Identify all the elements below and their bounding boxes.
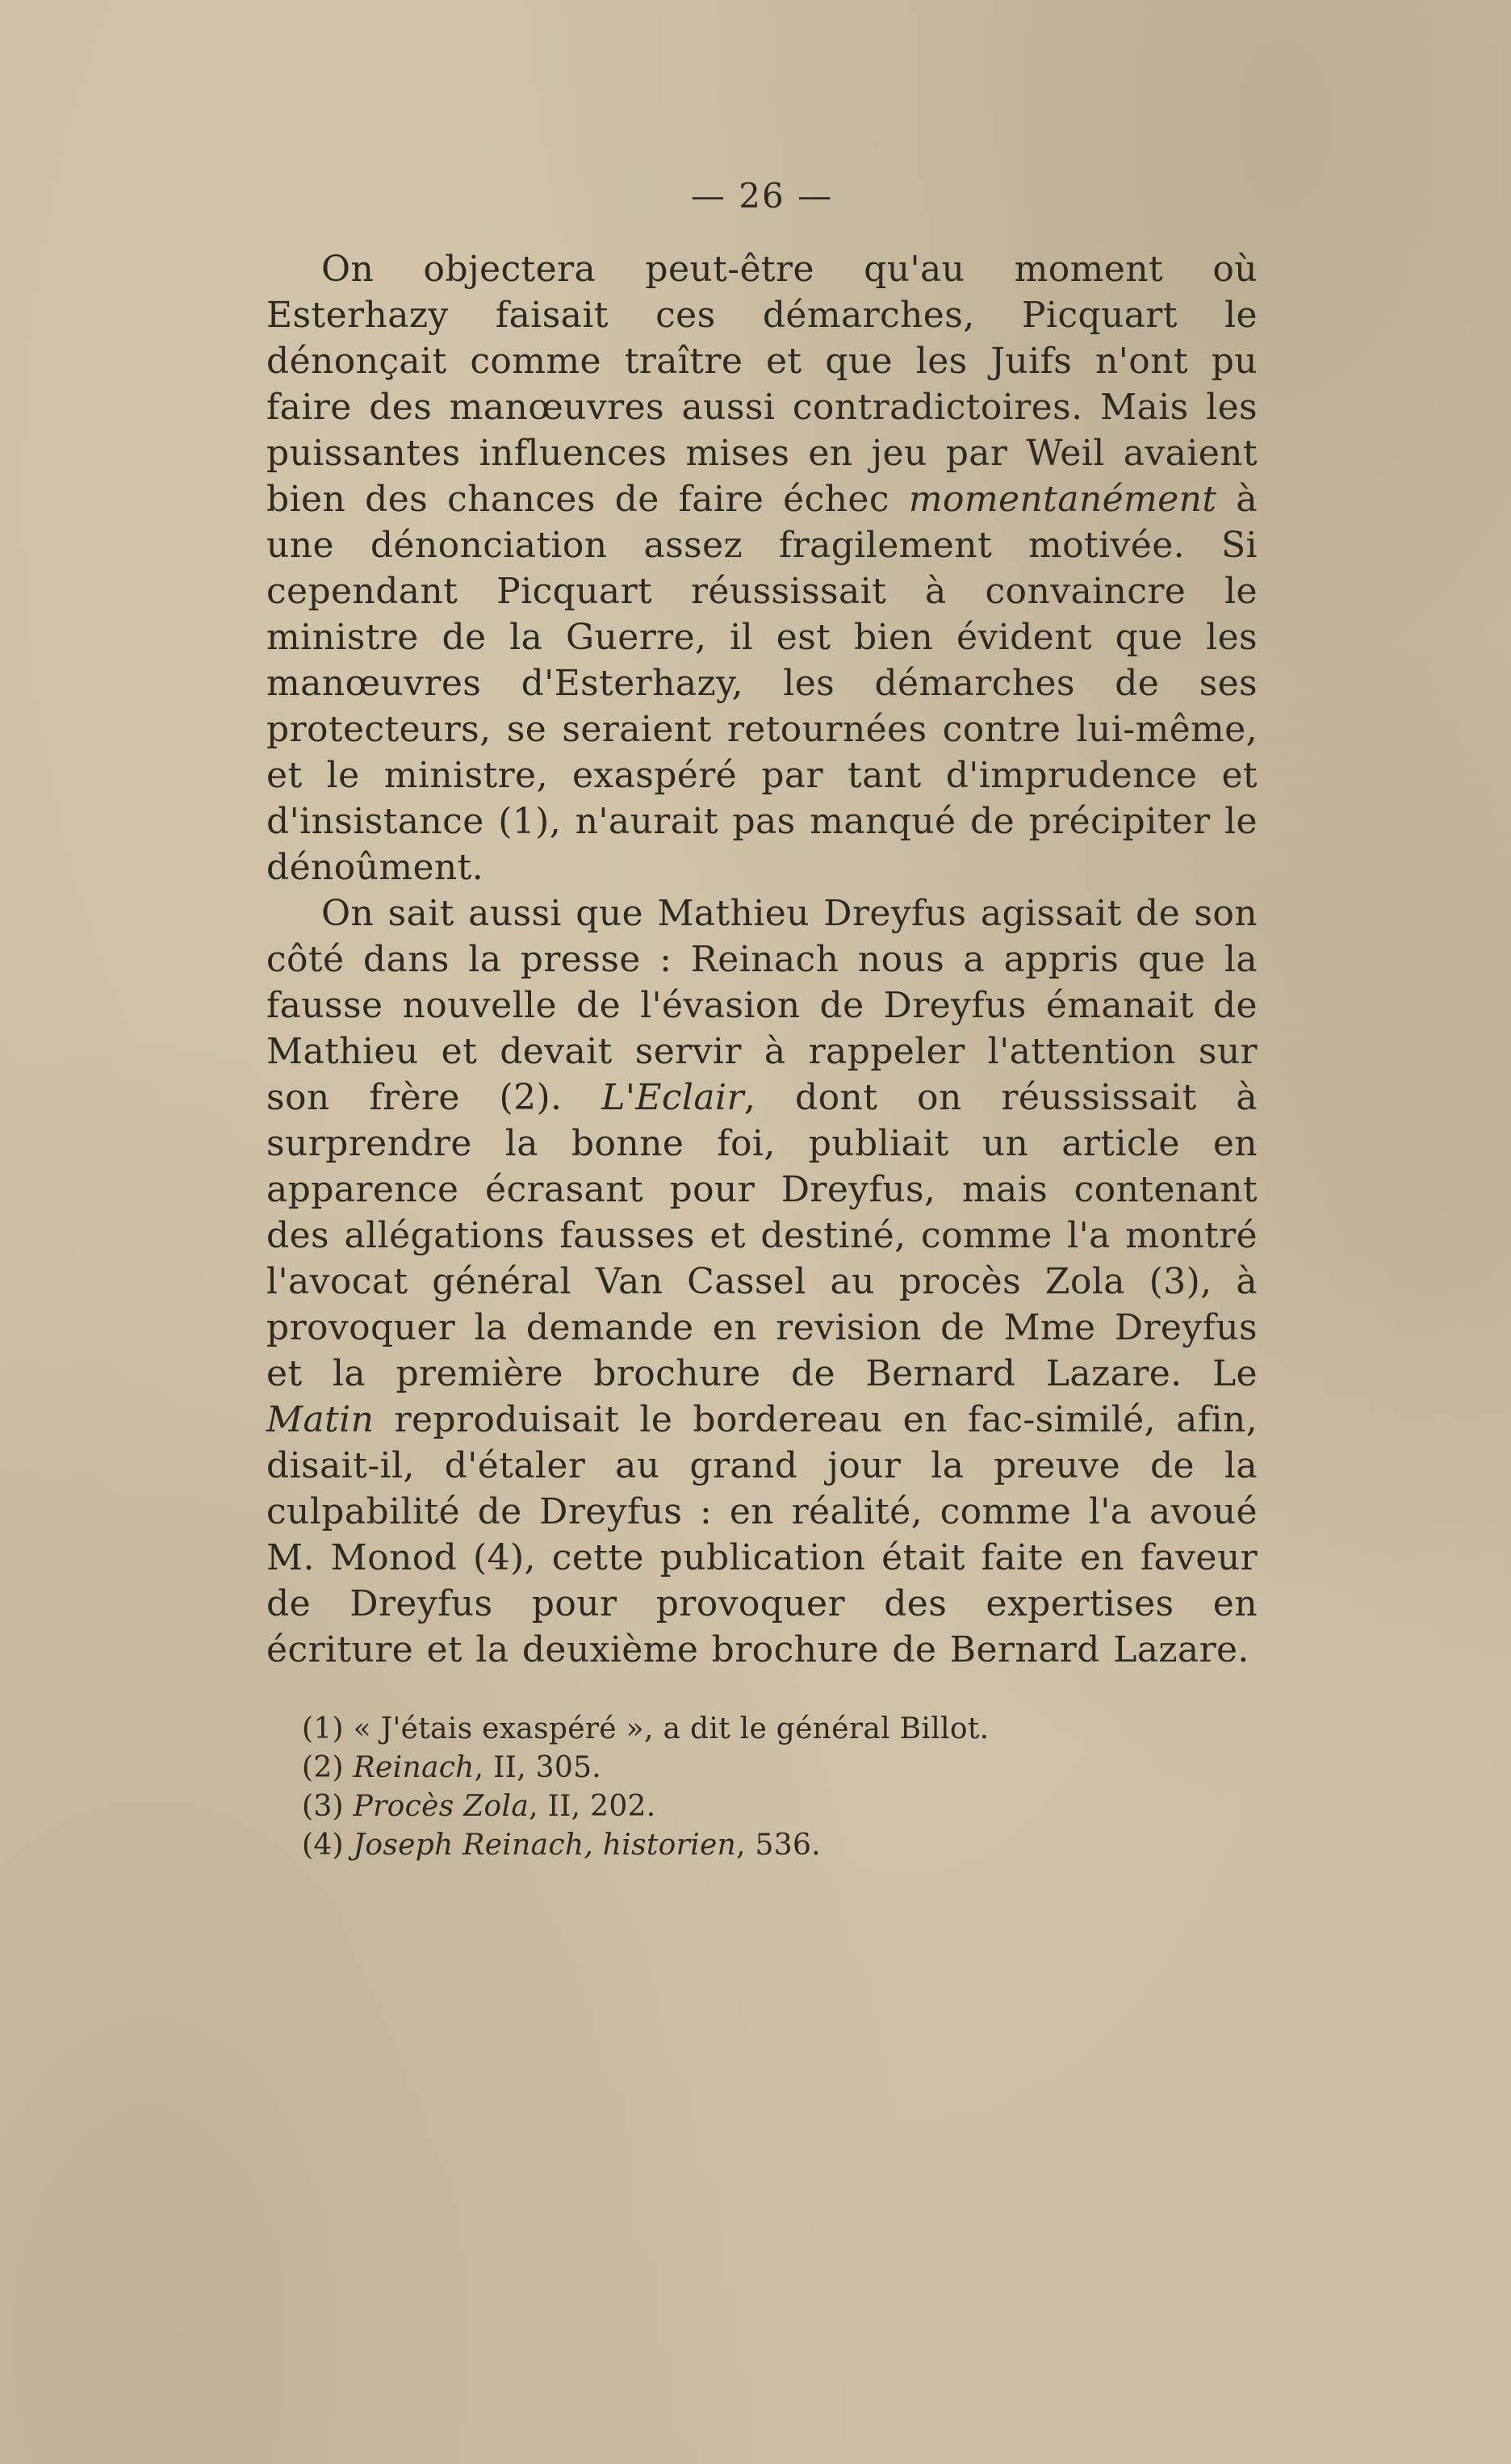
text-segment-italic: Joseph Reinach, historien [353, 1829, 737, 1862]
text-segment: , II, 202. [529, 1790, 656, 1823]
text-segment: On objectera peut-être qu'au moment où Esterhazy faisait ces démarches, Picquart le dénonçait comme traître et que les Juifs n'ont pu faire des manœuvres aussi contradictoires. Mais les puissantes influences mises en jeu par Weil avaient bien des chances de faire échec [266, 249, 1258, 520]
footnote-4 [266, 1826, 1258, 1865]
paragraph-1 [266, 246, 1258, 890]
text-segment: (2) [302, 1751, 354, 1784]
footnote-3 [266, 1787, 1258, 1826]
text-segment: On sait aussi que Mathieu Dreyfus agissait de son côté dans la presse : Reinach nous a appris que la fausse nouvelle de l'évasion de Dreyfus émanait de Mathieu et devait servir à rappeler l'attention sur son frère (2). [266, 893, 1258, 1118]
page-content [266, 176, 1258, 1865]
text-segment: , 536. [736, 1829, 821, 1862]
text-segment: , II, 305. [474, 1751, 602, 1784]
text-segment-italic: Reinach [353, 1751, 475, 1784]
text-segment: (3) [302, 1790, 354, 1823]
paragraph-2 [266, 890, 1258, 1673]
footnote-1 [266, 1710, 1258, 1749]
footnote-2 [266, 1749, 1258, 1787]
page-number: — 26 — [690, 176, 834, 216]
text-segment: reproduisait le bordereau en fac-similé, afin, disait-il, d'étaler au grand jour la preuve de la culpabilité de Dreyfus : en réalité, comme l'a avoué M. Monod (4), cette publication était faite en faveur de Dreyfus pour provoquer des expertises en écriture et la deuxième brochure de Bernard Lazare. [266, 1399, 1258, 1670]
footnotes-block [266, 1710, 1258, 1865]
text-segment-italic: momentanément [908, 479, 1217, 520]
text-segment-italic: L'Eclair [601, 1077, 744, 1118]
text-segment: , dont on réussissait à surprendre la bonne foi, publiait un article en apparence écrasant pour Dreyfus, mais contenant des allégations fausses et destiné, comme l'a montré l'avocat général Van Cassel au procès Zola (3), à provoquer la demande en revision de Mme Dreyfus et la première brochure de Bernard Lazare. Le [266, 1077, 1258, 1394]
text-segment: (1) « J'étais exaspéré », a dit le général Billot. [302, 1712, 990, 1745]
text-segment-italic: Matin [266, 1399, 375, 1440]
text-segment: à une dénonciation assez fragilement motivée. Si cependant Picquart réussissait à convaincre le ministre de la Guerre, il est bien évident que les manœuvres d'Esterhazy, les démarches de ses protecteurs, se seraient retournées contre lui-même, et le ministre, exaspéré par tant d'imprudence et d'insistance (1), n'aurait pas manqué de précipiter le dénoûment. [266, 479, 1258, 888]
text-segment-italic: Procès Zola [353, 1790, 529, 1823]
page-body [266, 246, 1258, 1673]
text-segment: (4) [302, 1829, 354, 1862]
